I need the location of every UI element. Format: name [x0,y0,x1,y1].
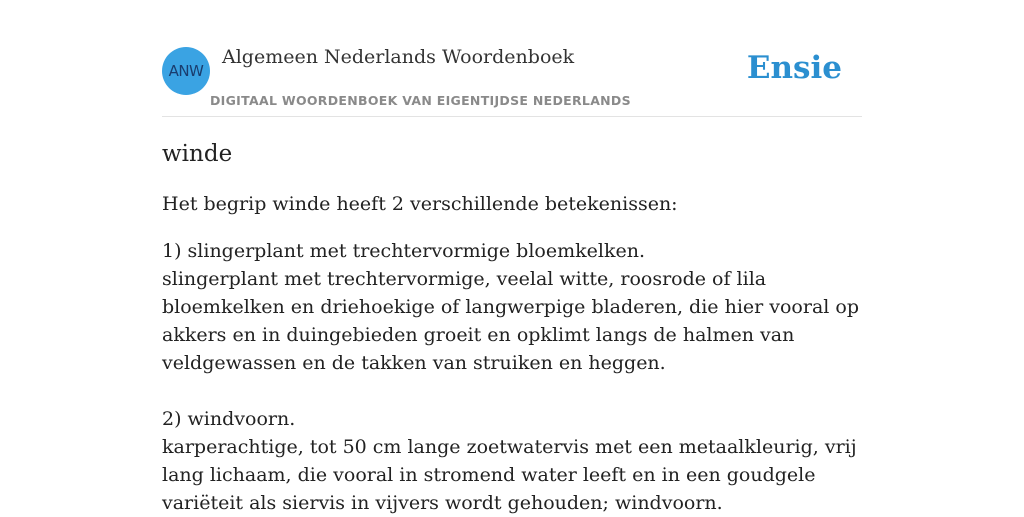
site-header [162,0,862,117]
entry-word: winde [162,141,233,167]
site-subtitle: DIGITAAL WOORDENBOEK VAN EIGENTIJDSE NEDERLANDS [210,93,631,108]
meaning-definition: karperachtige, tot 50 cm lange zoetwatervis met een metaalkleurig, vrij lang lichaam, die vooral in stromend water leeft en in een goudgele variëteit als siervis in vijvers wordt gehouden; windvoorn. [162,436,857,514]
ensie-brand-link[interactable]: Ensie [746,50,842,86]
meaning-title: 2) windvoorn. [162,408,296,430]
logo-text: ANW [168,62,204,80]
entry-intro: Het begrip winde heeft 2 verschillende betekenissen: [162,193,678,215]
meaning-definition: slingerplant met trechtervormige, veelal witte, roosrode of lila bloemkelken en driehoekige of langwerpige bladeren, die hier vooral op akkers en in duingebieden groeit en opklimt langs de halmen van veldgewassen en de takken van struiken en heggen. [162,268,859,374]
anw-logo[interactable] [162,47,210,95]
meaning-item [162,237,862,377]
meaning-title: 1) slingerplant met trechtervormige bloemkelken. [162,240,645,262]
entry-content [162,138,862,517]
site-title[interactable]: Algemeen Nederlands Woordenboek [222,46,575,68]
meaning-item [162,405,862,517]
